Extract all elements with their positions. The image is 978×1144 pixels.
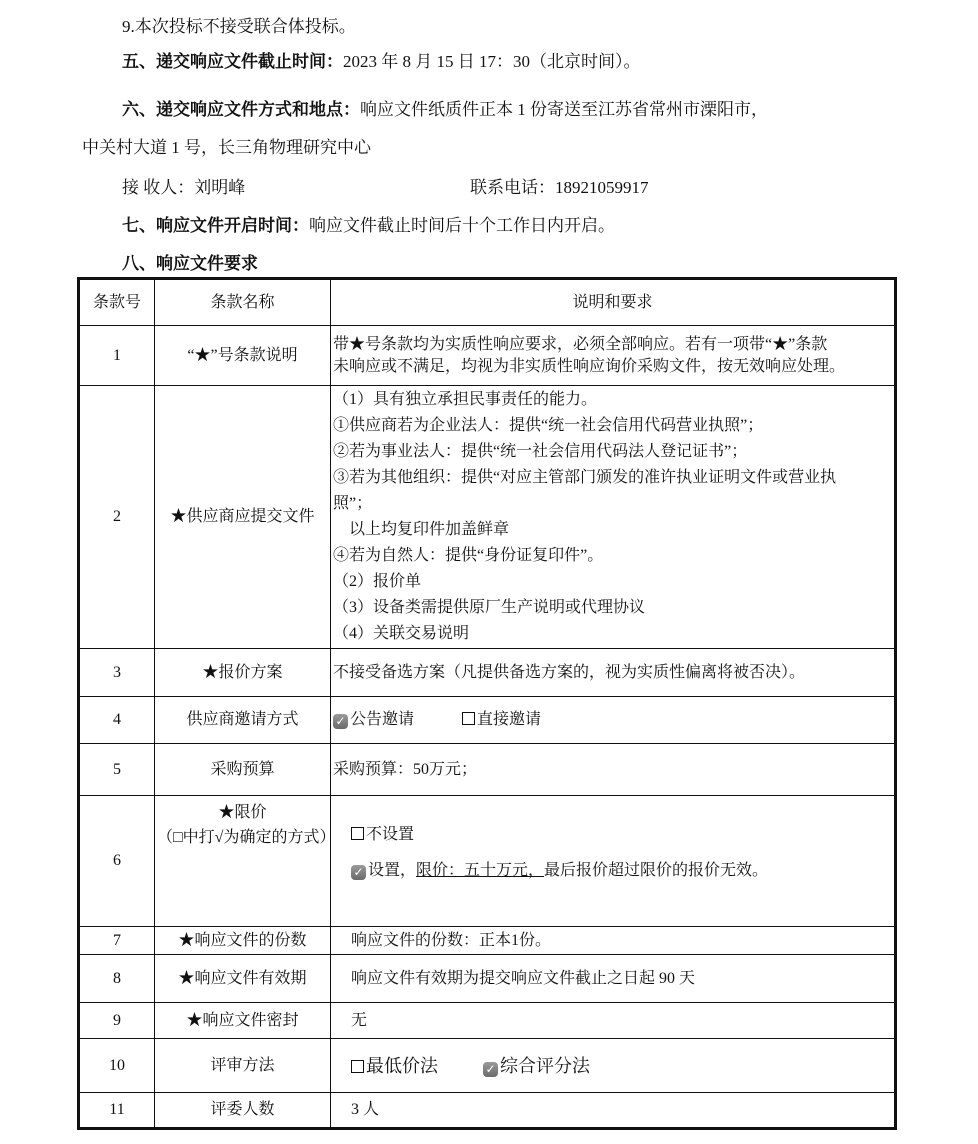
- row-no: 6: [79, 796, 155, 927]
- phone: 联系电话：18921059917: [470, 178, 649, 197]
- row-no: 9: [79, 1003, 155, 1039]
- open-value: 响应文件截止时间后十个工作日内开启。: [309, 216, 615, 235]
- checkbox-checked-icon[interactable]: ✓: [483, 1062, 498, 1077]
- row-no: 3: [79, 649, 155, 697]
- table-row: [79, 386, 896, 649]
- row-no: 11: [79, 1093, 155, 1129]
- row-name: 采购预算: [155, 744, 331, 796]
- table-row: [79, 326, 896, 386]
- row-name: 评委人数: [155, 1093, 331, 1129]
- row-no: 4: [79, 697, 155, 744]
- submit-paragraph: [122, 95, 768, 120]
- table-row: [79, 1093, 896, 1129]
- submit-address: 中关村大道 1 号，长三角物理研究中心: [82, 138, 371, 157]
- open-paragraph: [122, 211, 615, 236]
- header-name: 条款名称: [155, 279, 331, 326]
- table-row: [79, 927, 896, 955]
- table-row: [79, 744, 896, 796]
- row-name: ★响应文件的份数: [155, 927, 331, 955]
- row-no: 1: [79, 326, 155, 386]
- option-label: 不设置: [366, 826, 415, 843]
- row-desc: 采购预算：50万元；: [331, 744, 896, 796]
- table-row: [79, 697, 896, 744]
- table-header: [79, 279, 896, 326]
- checkbox-empty-icon[interactable]: [462, 712, 475, 725]
- desc-line: ③若为其他组织：提供“对应主管部门颁发的准许执业证明文件或营业执: [333, 469, 837, 486]
- row-name: ★响应文件有效期: [155, 955, 331, 1003]
- checkbox-checked-icon[interactable]: ✓: [351, 865, 366, 880]
- option-label: 直接邀请: [477, 711, 542, 728]
- row-desc: 响应文件有效期为提交响应文件截止之日起 90 天: [331, 955, 896, 1003]
- row-desc: 3 人: [331, 1093, 896, 1129]
- deadline-paragraph: [122, 47, 641, 72]
- row-name: ★报价方案: [155, 649, 331, 697]
- section-8-heading: 八、响应文件要求: [122, 254, 258, 273]
- desc-line: （4）关联交易说明: [333, 625, 470, 642]
- desc-line: 以上均复印件加盖鲜章: [349, 521, 510, 538]
- deadline-value: 2023 年 8 月 15 日 17：30（北京时间）。: [343, 52, 641, 71]
- table-row: [79, 796, 896, 927]
- desc-line: 照”；: [333, 495, 373, 512]
- desc-line: （1）具有独立承担民事责任的能力。: [333, 391, 598, 408]
- desc-line: ②若为事业法人：提供“统一社会信用代码法人登记证书”；: [333, 443, 748, 460]
- desc-line: 带★号条款均为实质性响应要求，必须全部响应。若有一项带“★”条款: [333, 335, 828, 353]
- row-name: “★”号条款说明: [155, 326, 331, 386]
- limit-rest: 最后报价超过限价的报价无效。: [544, 862, 769, 879]
- row-name-sub: （□中打√为确定的方式）: [157, 829, 336, 846]
- row-desc: 响应文件的份数：正本1份。: [331, 927, 896, 955]
- desc-line: （2）报价单: [333, 573, 422, 590]
- submit-label: 六、递交响应文件方式和地点：: [122, 100, 360, 119]
- receiver: 接 收人：刘明峰: [122, 178, 246, 197]
- checkbox-empty-icon[interactable]: [351, 1060, 364, 1073]
- row-desc: [331, 386, 896, 649]
- option-label: 最低价法: [366, 1055, 438, 1076]
- requirements-table: [77, 277, 897, 1130]
- open-label: 七、响应文件开启时间：: [122, 216, 309, 235]
- submit-value: 响应文件纸质件正本 1 份寄送至江苏省常州市溧阳市，: [360, 100, 768, 119]
- row-options: [331, 697, 896, 744]
- checkbox-checked-icon[interactable]: ✓: [333, 714, 348, 729]
- header-desc: 说明和要求: [331, 279, 896, 326]
- table-row: [79, 955, 896, 1003]
- row-name: 评审方法: [155, 1039, 331, 1093]
- row-no: 2: [79, 386, 155, 649]
- table-row: [79, 649, 896, 697]
- row-no: 10: [79, 1039, 155, 1093]
- option-label: 综合评分法: [500, 1055, 590, 1076]
- limit-price: 限价：五十万元，: [416, 862, 545, 879]
- desc-line: 未响应或不满足，均视为非实质性响应询价采购文件，按无效响应处理。: [333, 357, 846, 375]
- option-label: 设置，: [368, 862, 417, 879]
- desc-line: ④若为自然人：提供“身份证复印件”。: [333, 547, 604, 564]
- row-no: 7: [79, 927, 155, 955]
- row-no: 8: [79, 955, 155, 1003]
- row-name-main: ★限价: [218, 804, 267, 821]
- desc-line: ①供应商若为企业法人：提供“统一社会信用代码营业执照”；: [333, 417, 764, 434]
- option-label: 公告邀请: [350, 711, 415, 728]
- row-name: [155, 796, 336, 927]
- row-no: 5: [79, 744, 155, 796]
- desc-line: （3）设备类需提供原厂生产说明或代理协议: [333, 599, 646, 616]
- table-row: [79, 1039, 896, 1093]
- row-desc: [331, 326, 896, 386]
- row-options: [331, 1039, 896, 1093]
- item-9: 9.本次投标不接受联合体投标。: [122, 17, 356, 36]
- row-desc: 不接受备选方案（凡提供备选方案的，视为实质性偏离将被否决）。: [331, 649, 896, 697]
- row-name: 供应商邀请方式: [155, 697, 331, 744]
- table-row: [79, 1003, 896, 1039]
- row-name: ★响应文件密封: [155, 1003, 331, 1039]
- checkbox-empty-icon[interactable]: [351, 827, 364, 840]
- header-no: 条款号: [79, 279, 155, 326]
- row-name: ★供应商应提交文件: [155, 386, 331, 649]
- row-options: [331, 796, 896, 927]
- row-desc: 无: [331, 1003, 896, 1039]
- deadline-label: 五、递交响应文件截止时间：: [122, 52, 343, 71]
